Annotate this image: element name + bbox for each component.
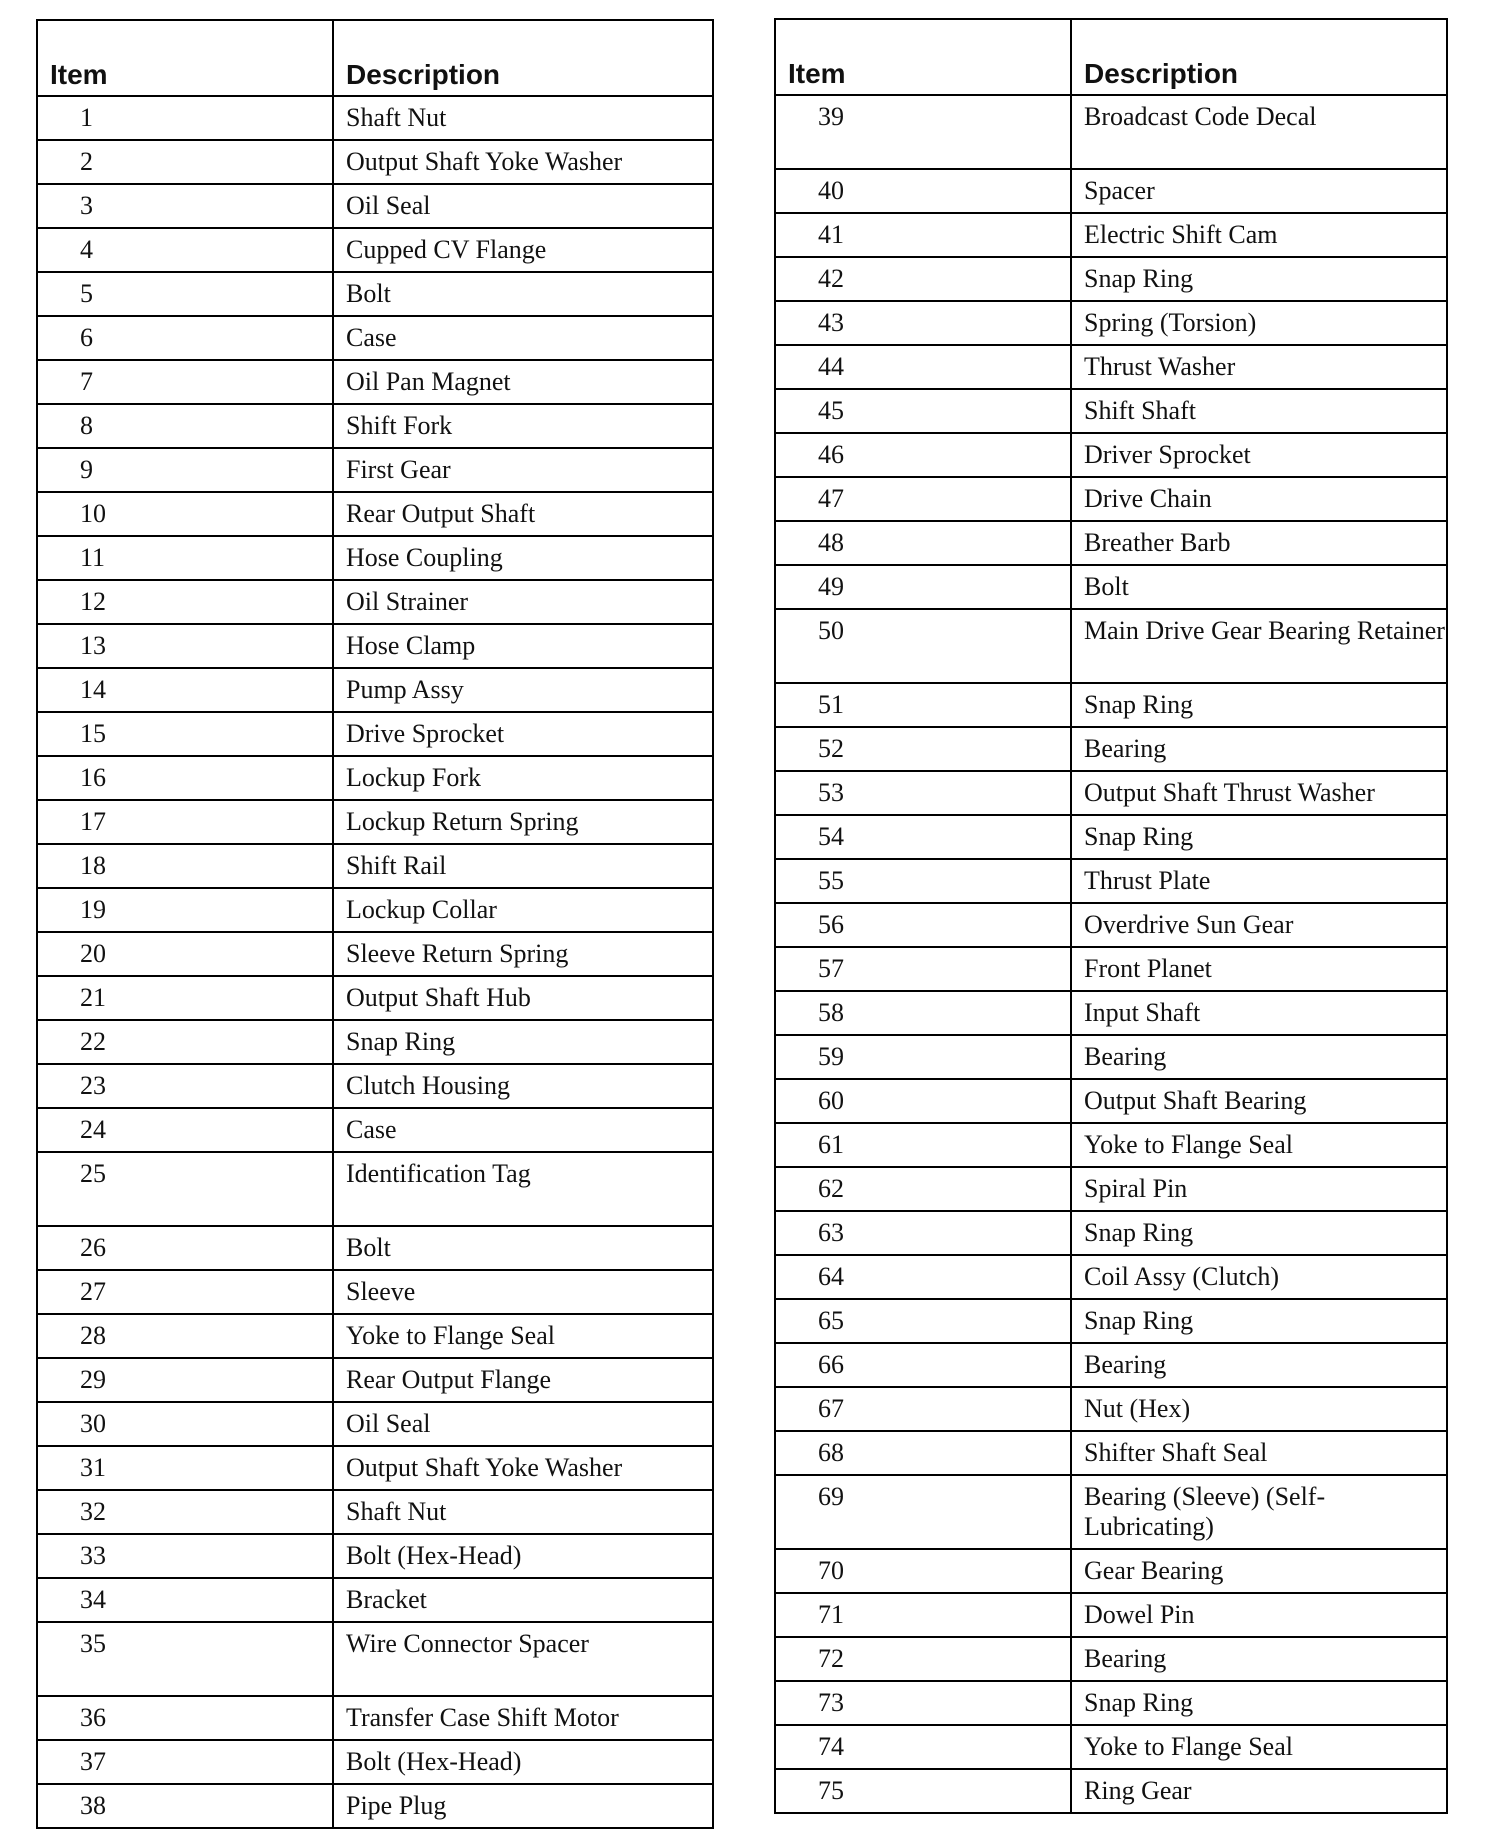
table-row [775,1343,1447,1387]
item-number-cell: 11 [37,536,333,580]
description-cell: Hose Clamp [333,624,713,668]
table-row [775,1079,1447,1123]
item-column-header: Item [37,20,333,96]
item-number-cell: 25 [37,1152,333,1226]
item-number-cell: 16 [37,756,333,800]
description-cell: Input Shaft [1071,991,1447,1035]
description-cell: Snap Ring [1071,1681,1447,1725]
description-cell: Gear Bearing [1071,1549,1447,1593]
description-cell: Spiral Pin [1071,1167,1447,1211]
table-row [37,1578,713,1622]
item-number-cell: 60 [775,1079,1071,1123]
item-number-cell: 20 [37,932,333,976]
table-body [775,95,1447,1813]
item-column-header: Item [775,19,1071,95]
item-number-cell: 28 [37,1314,333,1358]
description-cell: Thrust Washer [1071,345,1447,389]
table-row [775,1549,1447,1593]
item-number-cell: 19 [37,888,333,932]
item-number-cell: 22 [37,1020,333,1064]
description-cell: Snap Ring [1071,257,1447,301]
description-cell: Output Shaft Bearing [1071,1079,1447,1123]
description-cell: Bearing [1071,1637,1447,1681]
item-number-cell: 3 [37,184,333,228]
description-cell: Shift Fork [333,404,713,448]
table-row [775,1681,1447,1725]
description-cell: Bolt [1071,565,1447,609]
item-number-cell: 30 [37,1402,333,1446]
table-row [775,1167,1447,1211]
description-cell: Drive Chain [1071,477,1447,521]
description-cell: Bracket [333,1578,713,1622]
table-row [775,815,1447,859]
item-number-cell: 63 [775,1211,1071,1255]
item-number-cell: 8 [37,404,333,448]
item-number-cell: 17 [37,800,333,844]
table-row [775,345,1447,389]
description-cell: Rear Output Flange [333,1358,713,1402]
table-row [37,844,713,888]
table-row [775,1431,1447,1475]
item-number-cell: 46 [775,433,1071,477]
table-row [37,360,713,404]
item-number-cell: 47 [775,477,1071,521]
table-row [775,1211,1447,1255]
table-row [37,140,713,184]
description-cell: Oil Strainer [333,580,713,624]
item-number-cell: 9 [37,448,333,492]
item-number-cell: 5 [37,272,333,316]
table-row [37,1314,713,1358]
table-row [775,991,1447,1035]
table-row [37,1490,713,1534]
item-number-cell: 29 [37,1358,333,1402]
table-row [37,800,713,844]
description-cell: Bolt (Hex-Head) [333,1740,713,1784]
item-number-cell: 42 [775,257,1071,301]
description-cell: Bearing [1071,727,1447,771]
table-header-row [775,19,1447,95]
table-row [37,1064,713,1108]
item-number-cell: 56 [775,903,1071,947]
description-cell: Drive Sprocket [333,712,713,756]
item-number-cell: 26 [37,1226,333,1270]
table-row [37,492,713,536]
table-row [37,580,713,624]
item-number-cell: 73 [775,1681,1071,1725]
description-cell: Shifter Shaft Seal [1071,1431,1447,1475]
description-column-header: Description [333,20,713,96]
table-row [37,228,713,272]
description-cell: Lockup Return Spring [333,800,713,844]
description-cell: Driver Sprocket [1071,433,1447,477]
table-row [37,1152,713,1226]
item-number-cell: 40 [775,169,1071,213]
table-row [37,668,713,712]
table-row [775,257,1447,301]
description-cell: Output Shaft Hub [333,976,713,1020]
item-number-cell: 13 [37,624,333,668]
item-number-cell: 27 [37,1270,333,1314]
item-number-cell: 74 [775,1725,1071,1769]
description-cell: Sleeve Return Spring [333,932,713,976]
table-row [37,624,713,668]
table-row [37,448,713,492]
table-row [37,976,713,1020]
item-number-cell: 70 [775,1549,1071,1593]
description-cell: Output Shaft Yoke Washer [333,140,713,184]
item-number-cell: 58 [775,991,1071,1035]
description-cell: Case [333,316,713,360]
table-row [37,756,713,800]
description-cell: Yoke to Flange Seal [333,1314,713,1358]
item-number-cell: 37 [37,1740,333,1784]
table-row [775,477,1447,521]
description-cell: Thrust Plate [1071,859,1447,903]
table-row [37,1020,713,1064]
item-number-cell: 66 [775,1343,1071,1387]
item-number-cell: 53 [775,771,1071,815]
description-cell: Rear Output Shaft [333,492,713,536]
table-row [775,1593,1447,1637]
table-row [775,727,1447,771]
item-number-cell: 65 [775,1299,1071,1343]
item-number-cell: 45 [775,389,1071,433]
item-number-cell: 6 [37,316,333,360]
description-cell: Snap Ring [1071,1299,1447,1343]
description-cell: Main Drive Gear Bearing Retainer [1071,609,1447,683]
description-cell: Spring (Torsion) [1071,301,1447,345]
description-cell: Oil Seal [333,184,713,228]
table-row [775,213,1447,257]
parts-table-left [36,19,714,1829]
item-number-cell: 43 [775,301,1071,345]
table-row [37,1270,713,1314]
description-cell: Case [333,1108,713,1152]
table-row [775,1123,1447,1167]
item-number-cell: 39 [775,95,1071,169]
item-number-cell: 50 [775,609,1071,683]
item-number-cell: 52 [775,727,1071,771]
description-cell: Ring Gear [1071,1769,1447,1813]
table-row [775,1475,1447,1549]
item-number-cell: 71 [775,1593,1071,1637]
table-row [775,683,1447,727]
item-number-cell: 24 [37,1108,333,1152]
item-number-cell: 61 [775,1123,1071,1167]
description-cell: Cupped CV Flange [333,228,713,272]
item-number-cell: 7 [37,360,333,404]
description-cell: Yoke to Flange Seal [1071,1123,1447,1167]
table-row [775,1637,1447,1681]
description-column-header: Description [1071,19,1447,95]
table-row [37,272,713,316]
description-cell: Broadcast Code Decal [1071,95,1447,169]
table-row [775,1387,1447,1431]
item-number-cell: 49 [775,565,1071,609]
item-number-cell: 55 [775,859,1071,903]
table-row [37,1226,713,1270]
description-cell: Hose Coupling [333,536,713,580]
item-number-cell: 4 [37,228,333,272]
table-header-row [37,20,713,96]
description-cell: Bearing (Sleeve) (Self-Lubricating) [1071,1475,1447,1549]
table-row [775,169,1447,213]
table-row [37,184,713,228]
description-cell: Shift Rail [333,844,713,888]
table-row [775,947,1447,991]
item-number-cell: 1 [37,96,333,140]
item-number-cell: 33 [37,1534,333,1578]
item-number-cell: 10 [37,492,333,536]
description-cell: Overdrive Sun Gear [1071,903,1447,947]
table-row [37,316,713,360]
description-cell: Spacer [1071,169,1447,213]
table-row [775,301,1447,345]
description-cell: Oil Seal [333,1402,713,1446]
description-cell: Nut (Hex) [1071,1387,1447,1431]
table-row [775,1255,1447,1299]
description-cell: Lockup Collar [333,888,713,932]
item-number-cell: 72 [775,1637,1071,1681]
item-number-cell: 68 [775,1431,1071,1475]
item-number-cell: 21 [37,976,333,1020]
description-cell: Identification Tag [333,1152,713,1226]
table-row [37,1402,713,1446]
description-cell: Output Shaft Thrust Washer [1071,771,1447,815]
description-cell: Yoke to Flange Seal [1071,1725,1447,1769]
description-cell: Snap Ring [1071,815,1447,859]
table-row [37,1740,713,1784]
description-cell: Pipe Plug [333,1784,713,1828]
description-cell: Shaft Nut [333,1490,713,1534]
table-row [775,1769,1447,1813]
item-number-cell: 35 [37,1622,333,1696]
item-number-cell: 41 [775,213,1071,257]
item-number-cell: 69 [775,1475,1071,1549]
item-number-cell: 12 [37,580,333,624]
table-row [37,712,713,756]
description-cell: Pump Assy [333,668,713,712]
description-cell: Coil Assy (Clutch) [1071,1255,1447,1299]
description-cell: Oil Pan Magnet [333,360,713,404]
table-row [775,565,1447,609]
table-row [37,1696,713,1740]
description-cell: Sleeve [333,1270,713,1314]
table-row [37,1534,713,1578]
table-row [37,96,713,140]
description-cell: Transfer Case Shift Motor [333,1696,713,1740]
item-number-cell: 59 [775,1035,1071,1079]
table-row [37,1446,713,1490]
table-row [775,433,1447,477]
table-row [775,771,1447,815]
table-row [775,521,1447,565]
table-body [37,96,713,1828]
description-cell: Shaft Nut [333,96,713,140]
parts-table-right [774,18,1448,1814]
table-row [37,932,713,976]
description-cell: Bearing [1071,1035,1447,1079]
table-row [37,1784,713,1828]
description-cell: Shift Shaft [1071,389,1447,433]
table-row [775,1725,1447,1769]
item-number-cell: 14 [37,668,333,712]
description-cell: Bearing [1071,1343,1447,1387]
description-cell: Electric Shift Cam [1071,213,1447,257]
item-number-cell: 18 [37,844,333,888]
description-cell: Wire Connector Spacer [333,1622,713,1696]
item-number-cell: 38 [37,1784,333,1828]
description-cell: Clutch Housing [333,1064,713,1108]
description-cell: Snap Ring [333,1020,713,1064]
item-number-cell: 31 [37,1446,333,1490]
item-number-cell: 2 [37,140,333,184]
table-row [775,859,1447,903]
description-cell: Snap Ring [1071,683,1447,727]
item-number-cell: 64 [775,1255,1071,1299]
description-cell: Dowel Pin [1071,1593,1447,1637]
description-cell: Bolt (Hex-Head) [333,1534,713,1578]
description-cell: First Gear [333,448,713,492]
table-row [775,903,1447,947]
table-row [775,1035,1447,1079]
table-row [37,404,713,448]
description-cell: Front Planet [1071,947,1447,991]
table-row [37,536,713,580]
item-number-cell: 75 [775,1769,1071,1813]
description-cell: Breather Barb [1071,521,1447,565]
table-row [775,1299,1447,1343]
description-cell: Bolt [333,272,713,316]
table-row [775,389,1447,433]
table-row [37,1108,713,1152]
description-cell: Bolt [333,1226,713,1270]
table-row [37,1358,713,1402]
item-number-cell: 62 [775,1167,1071,1211]
item-number-cell: 34 [37,1578,333,1622]
item-number-cell: 23 [37,1064,333,1108]
item-number-cell: 44 [775,345,1071,389]
item-number-cell: 54 [775,815,1071,859]
table-row [37,888,713,932]
item-number-cell: 15 [37,712,333,756]
description-cell: Lockup Fork [333,756,713,800]
item-number-cell: 48 [775,521,1071,565]
item-number-cell: 32 [37,1490,333,1534]
item-number-cell: 57 [775,947,1071,991]
item-number-cell: 51 [775,683,1071,727]
table-row [37,1622,713,1696]
table-row [775,609,1447,683]
item-number-cell: 67 [775,1387,1071,1431]
item-number-cell: 36 [37,1696,333,1740]
description-cell: Snap Ring [1071,1211,1447,1255]
table-row [775,95,1447,169]
description-cell: Output Shaft Yoke Washer [333,1446,713,1490]
